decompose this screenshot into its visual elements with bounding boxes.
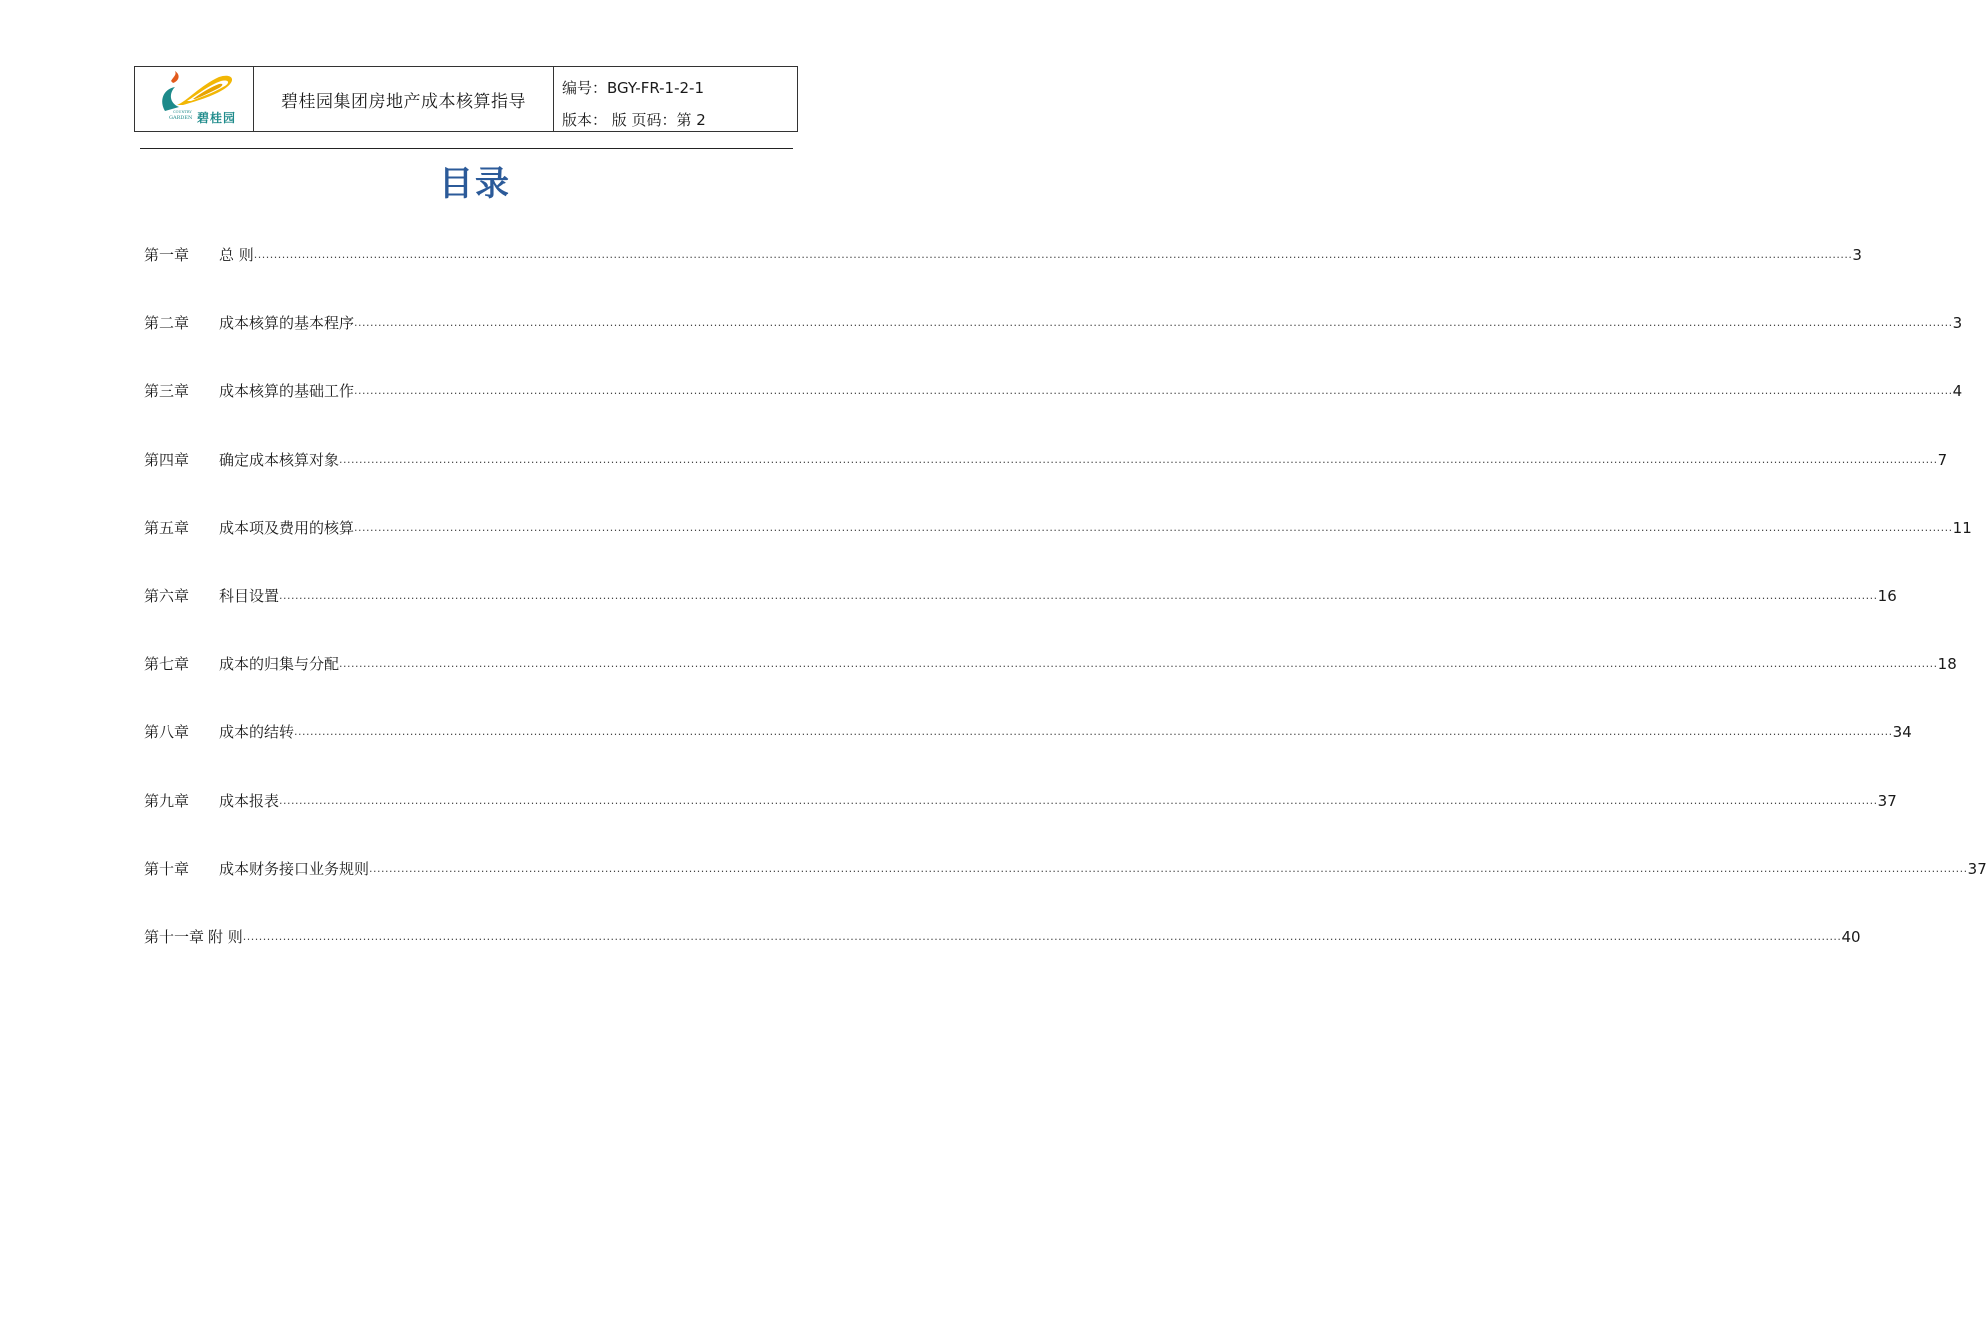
- toc-entry[interactable]: [144, 925, 1861, 993]
- document-info: [554, 67, 797, 131]
- toc-heading: 目录: [439, 164, 511, 204]
- toc-entry[interactable]: [144, 857, 1987, 925]
- toc-entry[interactable]: [144, 243, 1862, 311]
- toc-page-number: 37: [1877, 791, 1897, 810]
- toc-section-title: 成本核算的基本程序: [219, 314, 355, 333]
- toc-page-number: 4: [1952, 382, 1963, 401]
- toc-chapter: 第三章: [144, 382, 190, 401]
- toc-leader-dots: ................................................................................................................................................................................................................................................................................................................................................................................................................: [253, 248, 1853, 261]
- toc-leader-dots: ................................................................................................................................................................................................................................................................................................................................................................................................................: [354, 384, 1953, 398]
- toc-leader-dots: ................................................................................................................................................................................................................................................................................................................................................................................................................: [279, 793, 1878, 807]
- toc-leader-dots: ................................................................................................................................................................................................................................................................................................................................................................................................................: [369, 861, 1968, 875]
- toc-page-number: 3: [1852, 246, 1862, 264]
- toc-chapter: 第二章: [144, 314, 190, 333]
- toc-chapter: 第十一章: [144, 927, 205, 946]
- toc-section-title: 总 则: [219, 246, 254, 264]
- toc-page-number: 7: [1937, 450, 1948, 469]
- toc-section-title: 成本的归集与分配: [219, 655, 340, 674]
- document-title: 碧桂园集团房地产成本核算指导: [254, 67, 554, 131]
- toc-section-title: 成本核算的基础工作: [219, 382, 355, 401]
- logo-english-small: COUNTRY: [173, 110, 192, 114]
- toc-section-title: 成本报表: [219, 791, 280, 810]
- toc-section-title: 确定成本核算对象: [219, 450, 340, 469]
- toc-section-title: 科目设置: [219, 586, 280, 605]
- table-of-contents: [144, 243, 1987, 993]
- toc-page-number: 34: [1892, 723, 1912, 742]
- toc-page-number: 16: [1877, 586, 1897, 605]
- toc-section-title: 成本的结转: [219, 723, 295, 742]
- toc-leader-dots: ................................................................................................................................................................................................................................................................................................................................................................................................................: [339, 657, 1938, 671]
- document-number: 编号：BGY-FR-1-2-1: [562, 79, 705, 97]
- toc-leader-dots: ................................................................................................................................................................................................................................................................................................................................................................................................................: [279, 588, 1878, 602]
- header-divider: [140, 148, 793, 149]
- toc-chapter: 第四章: [144, 450, 190, 469]
- toc-leader-dots: ................................................................................................................................................................................................................................................................................................................................................................................................................: [339, 452, 1938, 466]
- toc-entry[interactable]: [144, 379, 1963, 447]
- toc-page-number: 37: [1967, 859, 1987, 878]
- version-page: 版本： 版 页码：第 2: [562, 111, 706, 129]
- toc-entry[interactable]: [144, 584, 1897, 652]
- toc-page-number: 18: [1937, 655, 1957, 674]
- toc-section-title: 成本项及费用的核算: [219, 518, 355, 537]
- toc-entry[interactable]: [144, 720, 1912, 788]
- toc-section-title: 成本财务接口业务规则: [219, 859, 370, 878]
- toc-page-number: 3: [1952, 314, 1963, 333]
- logo-english: GARDEN: [169, 115, 193, 121]
- document-header: [134, 66, 798, 132]
- toc-chapter: 第六章: [144, 586, 190, 605]
- toc-entry[interactable]: [144, 789, 1897, 857]
- toc-entry[interactable]: [144, 652, 1957, 720]
- logo-cell: [135, 67, 254, 131]
- toc-entry[interactable]: [144, 311, 1963, 379]
- toc-entry[interactable]: [144, 516, 1972, 584]
- toc-leader-dots: ................................................................................................................................................................................................................................................................................................................................................................................................................: [354, 520, 1953, 534]
- toc-leader-dots: ................................................................................................................................................................................................................................................................................................................................................................................................................: [354, 316, 1953, 330]
- toc-page-number: 11: [1952, 518, 1972, 537]
- logo-chinese: 碧桂园: [197, 111, 237, 125]
- toc-section-title: 附 则: [208, 927, 243, 946]
- toc-chapter: 第八章: [144, 723, 190, 742]
- toc-chapter: 第五章: [144, 518, 190, 537]
- toc-chapter: 第十章: [144, 859, 190, 878]
- toc-chapter: 第七章: [144, 655, 190, 674]
- toc-entry[interactable]: [144, 448, 1948, 516]
- toc-page-number: 40: [1841, 927, 1861, 946]
- toc-chapter: 第九章: [144, 791, 190, 810]
- toc-leader-dots: ................................................................................................................................................................................................................................................................................................................................................................................................................: [294, 725, 1893, 739]
- toc-chapter: 第一章: [144, 246, 190, 264]
- toc-leader-dots: ................................................................................................................................................................................................................................................................................................................................................................................................................: [242, 929, 1842, 943]
